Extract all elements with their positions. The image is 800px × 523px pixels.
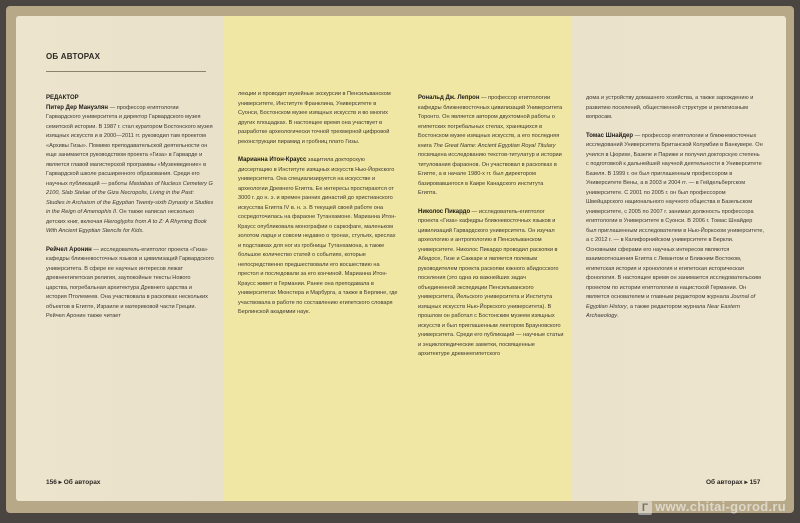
publication-title: Mastabas of Nucleus Cemetery G 2100, Slab Stelae of the Giza Necropolis, Living in the Past: Studies in Archaism of the Egyptian Twenty-sixth Dynasty xyxy=(46,180,213,206)
publication-title: Journal of Egyptian History xyxy=(586,294,756,310)
author-bio-text: — профессор египтологии кафедры ближневосточных цивилизаций Университета Торонто. Он является автором двухтомной работы о египетских погребальных стелах, хранящихся в Бостонском музее изящных искусств, а его последняя книга xyxy=(418,95,563,149)
author-bio-text: , а также редактором журнала xyxy=(626,303,707,310)
right-page xyxy=(406,16,786,501)
header-rule xyxy=(46,71,206,72)
left-page xyxy=(16,16,406,501)
author-bio-text: — профессор египтологии Гарвардского университета и директор Гарвардского музея семитской истории. В 1987 г. стал куратором Бостонского музея изящных искусств и в 2000—2011 гг. руководил там проектом «Архивы Гизы». Помимо преподавательской деятельности он еще занимается руководством проекта «Гиза» в Гарварде и является главой магистерской программы «Музееведение» в Гарвардской школе расширенного образования. Среди его научных публикаций — работы xyxy=(46,104,213,187)
author-bio-text: защитила докторскую диссертацию в Институте изящных искусств Нью-Йоркского университета. Она специализируется на искусстве и археологии Древнего Египта. Ее интересы простираются от 3000 г. до н. э. и времен ранних династий до христианского искусства Египта IV в. н. э. В текущей своей работе она сосредоточилась на фараоне Тутанхамоне. Марианна Итон-Краусс опубликовала монографии о саркофаге, маленьком золотом ларце и совсем недавно о тронах, стульях, креслах и подставках для ног из гробницы Тутанхамона, а также большое количество статей о событиях, которые непосредственно предшествовали его восшествию на престол и последовали за его кончиной. Марианна Итон-Краусс живет в Германии. Ранее она преподавала в университетах Мюнстера и Марбурга, а также в Берлине, где участвовала в работе по составлению египетского словаря Берлинской академии наук. xyxy=(238,157,398,315)
author-bio-text: . xyxy=(617,313,619,319)
arrow-icon: ▸ xyxy=(58,479,62,486)
page-header-title: ОБ АВТОРАХ xyxy=(46,52,101,61)
book-spread xyxy=(6,6,794,513)
author-name: Николос Пикардо xyxy=(418,208,471,215)
watermark xyxy=(638,499,786,515)
author-name: Рейчел Аронин xyxy=(46,246,92,253)
right-page-footer xyxy=(706,478,760,486)
publication-title: Near Eastern Archaeology xyxy=(586,303,740,319)
publication-title: Studies in the Reign of Amenophis II xyxy=(46,199,214,215)
column-3 xyxy=(418,94,564,369)
column-1 xyxy=(46,94,214,331)
publication-title: Hieroglyphs from A to Z: A Rhyming Book With Ancient Egyptian Stencils for Kids xyxy=(46,218,207,234)
author-bio-text: лекции и проводит музейные экскурсии в Пенсильванском университете, Институте Франклина, Университете в Суонси, Бостонском музее изящных искусств и во многих других площадках. В настоящее время она участвует в разработке археологически точной трехмерной цифровой реконструкции пирамид и гробниц плато Гизы. xyxy=(238,91,391,145)
author-bio-text: — исследователь-египтолог проекта «Гиза» кафедры ближневосточных языков и цивилизаций Гарвардского университета. В сфере ее научных интересов лежат древнеегипетская религия, заупокойные тексты Нового царства, погребальная архитектура Древнего царства и история Птолемеев. Она участвовала в раскопках нескольких объектов в Египте, Израиле и материковой части Греции. Рейчел Аронин также читает xyxy=(46,246,214,319)
author-name: Рональд Дж. Лепрон xyxy=(418,95,480,101)
section-heading-editor: РЕДАКТОР xyxy=(46,95,79,101)
author-name: Питер Дер Мануэлян xyxy=(46,104,109,111)
page-number: 157 xyxy=(749,479,761,486)
watermark-text: www.chitai-gorod.ru xyxy=(655,499,786,514)
author-bio-text: дома и устройству домашнего хозяйства, а также зарождению и развитию поселений, общественной структуре и религиозным вопросам. xyxy=(586,95,754,120)
arrow-icon: ▸ xyxy=(744,479,748,486)
author-name: Томас Шнайдер xyxy=(586,132,634,139)
author-bio-text: — профессор египтологии и ближневосточных исследований Университета Британской Колумбии в Ванкувере. Он учился в Цюрихе, Базеле и Париже и получил докторскую степень с подготовкой к дальнейшей научной деятельности в Университете Базеля. В 1999 г. он был приглашенным профессором в Университете Вены, а в 2003 и 2004 гг. — в Гейдельбергском университете. С 2001 по 2005 г. он был профессором Швейцарского национального научного общества в Базельском университете, с 2005 по 2007 г. занимал должность профессора египтологии в Университете в Суонси. В 2006 г. Томас Шнайдер был приглашенным исследователем в Нью-Йоркском университете, а с 2012 г. — в Калифорнийском университете в Беркли. Основными сферами его научных интересов являются взаимоотношения Египта с Левантом и Ближним Востоком, египетская история и хронология и египетская историческая фонология. В настоящее время он занимается исследовательским проектом по истории египтологии в нацистской Германии. Он является основателем и главным редактором журнала xyxy=(586,132,764,300)
footer-label: Об авторах xyxy=(63,479,101,486)
author-bio-text: . xyxy=(142,228,144,234)
author-bio-text: посвящена исследованию текстов-титулатур и истории титулования фараонов. Он участвовал в раскопках в Египте, а в начале 1980-х гг. был директором базировавшегося в Каире Канадского института Египта. xyxy=(418,152,562,196)
publication-title: The Great Name: Ancient Egyptian Royal Titulary xyxy=(433,142,556,149)
author-bio-text: и xyxy=(188,199,195,206)
author-bio-text: . Он также написал несколько детских книг, включая xyxy=(46,209,195,225)
left-page-footer xyxy=(46,478,100,486)
author-bio-text: — исследователь-египтолог проекта «Гиза» кафедры ближневосточных языков и цивилизаций Гарвардского университета. Он изучал археологию и антропологию в Пенсильванском университете. Николос Пикардо проводил раскопки в Абидосе, Гизе и Саккаре и является полевым руководителем проекта раскопки южного абидосского поселения (это одна из важнейших задач объединенной экспедиции Пенсильванского университета, Йельского университета и Института изящных искусств Нью-Йоркского университета). В прошлом он работал с Бостонским музеем изящных искусств и был приглашенным лектором Брауновского университета. Среди его публикаций — научные статьи и энциклопедические заметки, посвященные архитектуре древнеегипетского xyxy=(418,208,564,357)
footer-label: Об авторах xyxy=(706,479,743,486)
author-name: Марианна Итон-Краусс xyxy=(238,157,307,163)
column-4 xyxy=(586,94,764,331)
column-2 xyxy=(238,90,398,327)
watermark-logo-icon: Г xyxy=(638,501,652,515)
page-number: 156 xyxy=(46,479,57,486)
